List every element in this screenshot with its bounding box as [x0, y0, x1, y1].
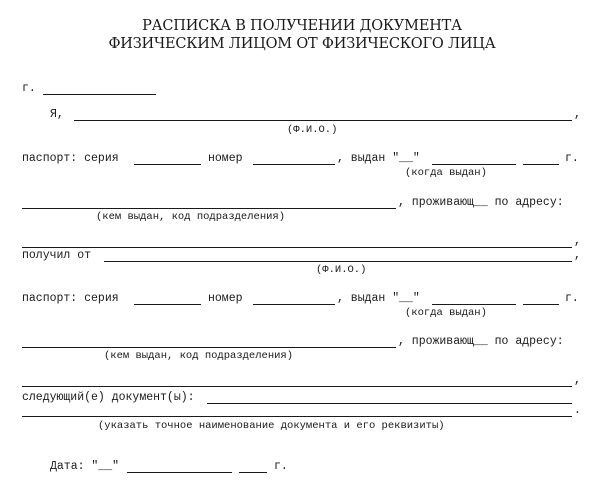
passport-number-field-2[interactable] — [253, 304, 335, 305]
passport-series-label-1: паспорт: серия — [22, 152, 119, 165]
passport-issued-year-field-1[interactable] — [523, 164, 559, 165]
fio-hint-1: (Ф.И.О.) — [287, 124, 338, 136]
passport-series-field-2[interactable] — [134, 304, 201, 305]
passport-when-hint-1: (когда выдан) — [405, 167, 487, 179]
document-title-line-2: ФИЗИЧЕСКИМ ЛИЦОМ ОТ ФИЗИЧЕСКОГО ЛИЦА — [108, 36, 496, 52]
passport-issued-label-1: , выдан "__" — [337, 152, 420, 165]
city-prefix: г. — [22, 82, 36, 95]
documents-hint: (указать точное наименование документа и его реквизиты) — [98, 420, 445, 432]
passport-issued-month-field-1[interactable] — [432, 164, 516, 165]
fio-comma-2: , — [574, 249, 581, 262]
passport-who-hint-2: (кем выдан, код подразделения) — [104, 350, 294, 362]
address-comma-2: , — [574, 374, 581, 387]
fio-field-1[interactable] — [74, 120, 572, 121]
documents-period: . — [574, 404, 581, 417]
fio-comma-1: , — [574, 108, 581, 121]
date-month-field[interactable] — [127, 472, 232, 473]
date-label: Дата: "__" — [50, 460, 120, 473]
received-from-label: получил от — [22, 249, 92, 262]
passport-issuer-field-1[interactable] — [22, 208, 396, 209]
date-year-field[interactable] — [239, 472, 267, 473]
residing-label-1: , проживающ__ по адресу: — [398, 196, 564, 209]
address-field-1[interactable] — [22, 247, 572, 248]
document-title-line-1: РАСПИСКА В ПОЛУЧЕНИИ ДОКУМЕНТА — [142, 18, 462, 34]
passport-when-hint-2: (когда выдан) — [405, 307, 487, 319]
residing-label-2: , проживающ__ по адресу: — [398, 335, 564, 348]
passport-series-label-2: паспорт: серия — [22, 292, 119, 305]
passport-year-suffix-1: г. — [565, 152, 579, 165]
passport-number-label-2: номер — [208, 292, 243, 305]
documents-label: следующий(е) документ(ы): — [22, 391, 195, 404]
passport-number-label-1: номер — [208, 152, 243, 165]
city-field[interactable] — [43, 94, 156, 95]
passport-issued-year-field-2[interactable] — [523, 304, 559, 305]
passport-who-hint-1: (кем выдан, код подразделения) — [96, 211, 286, 223]
documents-field-2[interactable] — [22, 416, 572, 417]
address-comma-1: , — [574, 235, 581, 248]
documents-field-1[interactable] — [207, 403, 572, 404]
passport-issued-month-field-2[interactable] — [432, 304, 516, 305]
passport-number-field-1[interactable] — [253, 164, 335, 165]
fio-field-2[interactable] — [104, 261, 572, 262]
passport-issuer-field-2[interactable] — [22, 347, 396, 348]
i-label: Я, — [50, 108, 64, 121]
passport-year-suffix-2: г. — [565, 292, 579, 305]
date-year-suffix: г. — [274, 460, 288, 473]
passport-issued-label-2: , выдан "__" — [337, 292, 420, 305]
passport-series-field-1[interactable] — [134, 164, 201, 165]
address-field-2[interactable] — [22, 386, 572, 387]
fio-hint-2: (Ф.И.О.) — [316, 264, 367, 276]
